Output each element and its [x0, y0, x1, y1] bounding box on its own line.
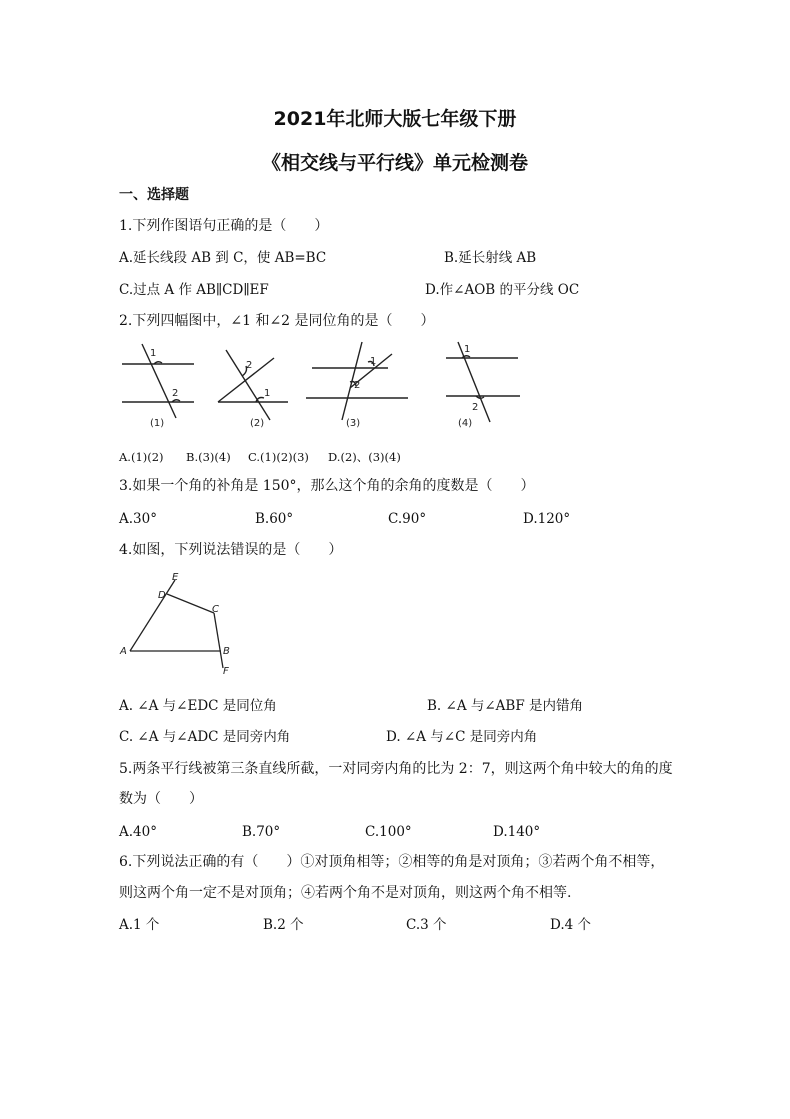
point-f-label: F [223, 666, 229, 677]
fig-caption-4: (4) [458, 418, 473, 429]
q6-option-b: B.2 个 [263, 917, 304, 933]
q4-stem: 4.如图，下列说法错误的是（ ） [119, 542, 343, 558]
q2-figures [110, 338, 530, 433]
q3-option-b: B.60° [255, 511, 294, 527]
q1-option-d: D.作∠AOB 的平分线 OC [425, 282, 580, 298]
q2-stem: 2.下列四幅图中，∠1 和∠2 是同位角的是（ ） [119, 313, 435, 329]
q6-stem-line1: 6.下列说法正确的有（ ）①对顶角相等；②相等的角是对顶角；③若两个角不相等， [119, 854, 665, 870]
document-title: 2021年北师大版七年级下册 [273, 108, 517, 130]
point-e-label: E [172, 572, 179, 583]
q1-option-a: A.延长线段 AB 到 C，使 AB=BC [119, 250, 327, 266]
q2-option-b: B.(3)(4) [186, 450, 231, 464]
q6-option-a: A.1 个 [119, 917, 160, 933]
q5-stem-line2: 数为（ ） [119, 791, 203, 807]
q2-option-a: A.(1)(2) [119, 450, 164, 464]
fig1-angle-2-label: 2 [172, 388, 179, 399]
fig-caption-1: (1) [150, 418, 165, 429]
fig2-angle-2-label: 2 [246, 360, 253, 371]
document-subtitle: 《相交线与平行线》单元检测卷 [261, 152, 528, 174]
fig1-angle-1-label: 1 [150, 348, 157, 359]
q4-figure [115, 568, 245, 680]
line-d-c [167, 594, 214, 613]
q1-stem: 1.下列作图语句正确的是（ ） [119, 218, 329, 234]
q3-option-d: D.120° [523, 511, 571, 527]
fig2-angle-1-label: 1 [264, 388, 271, 399]
fig3-angle-2-label: 2 [354, 380, 361, 391]
q5-stem-line1: 5.两条平行线被第三条直线所截，一对同旁内角的比为 2：7，则这两个角中较大的角的度 [119, 761, 673, 777]
q4-option-b: B. ∠A 与∠ABF 是内错角 [427, 698, 583, 714]
point-b-label: B [223, 646, 230, 657]
section-heading: 一、选择题 [119, 187, 189, 203]
q6-stem-line2: 则这两个角一定不是对顶角；④若两个角不是对顶角，则这两个角不相等. [119, 885, 572, 901]
q4-option-c: C. ∠A 与∠ADC 是同旁内角 [119, 729, 291, 745]
q4-option-d: D. ∠A 与∠C 是同旁内角 [386, 729, 538, 745]
line-c-f [214, 613, 223, 668]
q1-option-b: B.延长射线 AB [444, 250, 537, 266]
q6-option-c: C.3 个 [406, 917, 447, 933]
point-a-label: A [120, 646, 127, 657]
fig4-angle-1-label: 1 [464, 344, 471, 355]
line-a-e [130, 580, 175, 651]
q3-stem: 3.如果一个角的补角是 150°，那么这个角的余角的度数是（ ） [119, 478, 535, 494]
point-c-label: C [212, 604, 219, 615]
fig3-angle-1-label: 1 [370, 356, 377, 367]
point-d-label: D [158, 590, 166, 601]
q5-option-b: B.70° [242, 824, 281, 840]
q2-option-c: C.(1)(2)(3) [248, 450, 309, 464]
fig-caption-3: (3) [346, 418, 361, 429]
q5-option-d: D.140° [493, 824, 541, 840]
fig-caption-2: (2) [250, 418, 265, 429]
q4-option-a: A. ∠A 与∠EDC 是同位角 [119, 698, 277, 714]
q1-option-c: C.过点 A 作 AB∥CD∥EF [119, 282, 269, 298]
q6-option-d: D.4 个 [550, 917, 592, 933]
fig1-transversal [142, 344, 179, 418]
q3-option-a: A.30° [119, 511, 157, 527]
q3-option-c: C.90° [388, 511, 427, 527]
q2-option-d: D.(2)、(3)(4) [328, 450, 401, 464]
fig4-angle-2-label: 2 [472, 402, 479, 413]
q5-option-a: A.40° [119, 824, 157, 840]
q5-option-c: C.100° [365, 824, 412, 840]
